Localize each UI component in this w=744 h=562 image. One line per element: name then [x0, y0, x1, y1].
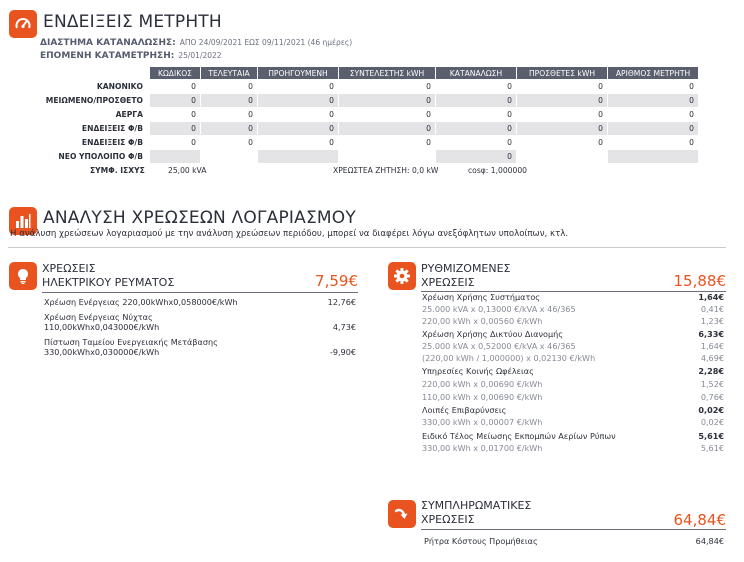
table-cell: 0: [608, 122, 698, 135]
cos-phi: cosφ: 1,000000: [468, 166, 527, 175]
table-cell: 0: [517, 136, 607, 149]
regulated-item-label: Ειδικό Τέλος Μείωσης Εκπομπών Αερίων Ρύπων: [422, 431, 616, 441]
table-cell: 0: [339, 94, 435, 107]
regulated-item-amount: 6,33€: [698, 329, 724, 339]
table-cell: 0: [608, 108, 698, 121]
electric-item-amount: 12,76€: [327, 297, 356, 307]
contract-power-value: 25,00 kVA: [168, 166, 207, 175]
lightbulb-icon: [9, 262, 37, 290]
row-label: ΕΝΔΕΙΞΕΙΣ Φ/Β: [81, 124, 143, 133]
table-cell: 0: [258, 108, 338, 121]
regulated-item-label: Χρέωση Χρήσης Δικτύου Διανομής: [422, 329, 563, 339]
regulated-item-amount: 1,64€: [700, 341, 724, 351]
electric-item-label: Χρέωση Ενέργειας Νύχτας: [44, 312, 153, 322]
regulated-item-amount: 1,23€: [700, 316, 724, 326]
table-cell: 0: [258, 122, 338, 135]
column-header: ΚΑΤΑΝΑΛΩΣΗ: [436, 67, 516, 79]
table-cell: [608, 150, 698, 163]
table-cell: 0: [436, 122, 516, 135]
table-cell: 0: [436, 80, 516, 93]
regulated-item-amount: 0,41€: [700, 304, 724, 314]
table-cell: 0: [258, 80, 338, 93]
regulated-item-amount: 2,28€: [698, 366, 724, 376]
table-cell: [258, 150, 338, 163]
regulated-item-amount: 0,76€: [700, 392, 724, 402]
next-reading-value: 25/01/2022: [178, 51, 222, 60]
table-cell: 0: [150, 122, 200, 135]
table-row: [39, 80, 698, 93]
table-cell: 0: [201, 136, 257, 149]
gear-icon: [388, 262, 416, 290]
table-cell: 0: [339, 136, 435, 149]
column-header: ΑΡΙΘΜΟΣ ΜΕΤΡΗΤΗ: [608, 67, 698, 79]
regulated-item-amount: 0,02€: [698, 405, 724, 415]
table-cell: 0: [201, 122, 257, 135]
period-label: ΔΙΑΣΤΗΜΑ ΚΑΤΑΝΑΛΩΣΗΣ:: [40, 38, 176, 48]
regulated-item-label: Χρέωση Χρήσης Συστήματος: [422, 292, 541, 302]
table-cell: 0: [608, 94, 698, 107]
table-cell: 0: [201, 94, 257, 107]
electric-item-label: Χρέωση Ενέργειας 220,00kWhx0,058000€/kWh: [44, 297, 238, 307]
table-cell: 0: [608, 80, 698, 93]
supplementary-title-line2: ΧΡΕΩΣΕΙΣ: [421, 513, 475, 526]
contract-power-label: ΣΥΜΦ. ΙΣΧΥΣ: [90, 166, 145, 175]
regulated-item-amount: 1,52€: [700, 379, 724, 389]
electric-item-amount: 4,73€: [332, 322, 356, 332]
electric-item-label: 110,00kWhx0,043000€/kWh: [44, 322, 160, 332]
supplementary-rule: [421, 529, 726, 530]
row-label: ΚΑΝΟΝΙΚΟ: [96, 82, 143, 91]
table-cell: 0: [517, 122, 607, 135]
regulated-title-line1: ΡΥΘΜΙΖΟΜΕΝΕΣ: [421, 262, 511, 275]
column-header: ΤΕΛΕΥΤΑΙΑ: [201, 67, 257, 79]
regulated-item-label: Λοιπές Επιβαρύνσεις: [422, 405, 507, 415]
column-header: ΣΥΝΤΕΛΕΣΤΗΣ kWH: [339, 67, 435, 79]
table-cell: 0: [436, 108, 516, 121]
period-value: ΑΠΟ 24/09/2021 ΕΩΣ 09/11/2021 (46 ημέρες): [179, 38, 353, 47]
table-cell: 0: [436, 136, 516, 149]
row-label: ΕΝΔΕΙΞΕΙΣ Φ/Β: [81, 138, 143, 147]
table-cell: 0: [339, 80, 435, 93]
regulated-item-amount: 0,02€: [700, 417, 724, 427]
regulated-title-line2: ΧΡΕΩΣΕΙΣ: [421, 276, 475, 289]
regulated-item-label: 220,00 kWh x 0,00690 €/kWh: [422, 379, 543, 389]
table-cell: 0: [150, 80, 200, 93]
next-reading: [40, 51, 222, 61]
table-row: [39, 136, 698, 149]
supplementary-title: [421, 499, 531, 527]
electric-title-line2: ΗΛΕΚΤΡΙΚΟΥ ΡΕΥΜΑΤΟΣ: [42, 276, 175, 289]
electric-item-amount: -9,90€: [329, 347, 356, 357]
electric-total: 7,59€: [315, 272, 358, 290]
regulated-item-label: 110,00 kWh x 0,00690 €/kWh: [422, 392, 543, 402]
regulated-item-amount: 5,61€: [698, 431, 724, 441]
table-cell: 0: [201, 80, 257, 93]
electric-item-label: 330,00kWhx0,030000€/kWh: [44, 347, 160, 357]
electric-item-label: Πίστωση Ταμείου Ενεργειακής Μετάβασης: [44, 337, 218, 347]
supplementary-item-label: Ρήτρα Κόστους Προμήθειας: [424, 536, 538, 546]
regulated-item-amount: 5,61€: [700, 443, 724, 453]
table-cell: 0: [517, 80, 607, 93]
electric-title: [42, 262, 174, 290]
regulated-item-label: Υπηρεσίες Κοινής Ωφέλειας: [422, 366, 534, 376]
chargeable-demand: ΧΡΕΩΣΤΕΑ ΖΗΤΗΣΗ: 0,0 kW: [333, 166, 439, 175]
consumption-period: [40, 38, 352, 48]
table-cell: 0: [150, 136, 200, 149]
table-row: [39, 108, 698, 121]
table-row: [39, 150, 698, 163]
table-cell: 0: [150, 108, 200, 121]
row-label: ΝΕΟ ΥΠΟΛΟΙΠΟ Φ/Β: [58, 152, 143, 161]
table-header-row: [39, 67, 698, 79]
regulated-total: 15,88€: [673, 272, 726, 290]
table-cell: [339, 150, 435, 163]
gauge-icon: [9, 10, 37, 38]
supplementary-total: 64,84€: [673, 511, 726, 529]
regulated-item-amount: 4,69€: [700, 353, 724, 363]
regulated-item-label: 330,00 kWh x 0,01700 €/kWh: [422, 443, 543, 453]
supplementary-title-line1: ΣΥΜΠΛΗΡΩΜΑΤΙΚΕΣ: [421, 499, 532, 512]
table-cell: [517, 150, 607, 163]
meter-title: ΕΝΔΕΙΞΕΙΣ ΜΕΤΡΗΤΗ: [43, 12, 222, 32]
electric-rule: [42, 292, 358, 293]
regulated-item-label: (220,00 kWh / 1,000000) x 0,02130 €/kWh: [422, 353, 596, 363]
table-row: [39, 122, 698, 135]
row-label: ΑΕΡΓΑ: [115, 110, 143, 119]
header-spacer: [39, 67, 149, 79]
table-row: [39, 94, 698, 107]
table-cell: 0: [436, 94, 516, 107]
regulated-title: [421, 262, 511, 290]
regulated-item-label: 25.000 kVA x 0,13000 €/kVA x 46/365: [422, 304, 576, 314]
column-header: ΚΩΔΙΚΟΣ: [150, 67, 200, 79]
table-cell: 0: [517, 94, 607, 107]
analysis-title: ΑΝΑΛΥΣΗ ΧΡΕΩΣΕΩΝ ΛΟΓΑΡΙΑΣΜΟΥ: [43, 208, 356, 228]
table-cell: 0: [339, 122, 435, 135]
table-cell: [150, 150, 200, 163]
table-cell: 0: [608, 136, 698, 149]
column-header: ΠΡΟΗΓΟΥΜΕΝΗ: [258, 67, 338, 79]
table-cell: 0: [517, 108, 607, 121]
section-divider: [8, 247, 726, 248]
meter-readings-table: [38, 66, 699, 164]
regulated-item-label: 220,00 kWh x 0,00560 €/kWh: [422, 316, 543, 326]
regulated-item-label: 330,00 kWh x 0,00007 €/kWh: [422, 417, 543, 427]
electric-title-line1: ΧΡΕΩΣΕΙΣ: [42, 262, 96, 275]
regulated-item-label: 25.000 kVA x 0,52000 €/kVA x 46/365: [422, 341, 576, 351]
table-cell: 0: [258, 136, 338, 149]
curved-arrow-icon: [388, 500, 416, 528]
table-cell: 0: [150, 94, 200, 107]
column-header: ΠΡΟΣΘΕΤΕΣ kWH: [517, 67, 607, 79]
table-cell: 0: [201, 108, 257, 121]
next-reading-label: ΕΠΟΜΕΝΗ ΚΑΤΑΜΕΤΡΗΣΗ:: [40, 51, 175, 61]
regulated-item-amount: 1,64€: [698, 292, 724, 302]
supplementary-item-amount: 64,84€: [695, 536, 724, 546]
row-label: ΜΕΙΩΜΕΝΟ/ΠΡΟΣΘΕΤΟ: [45, 96, 143, 105]
analysis-subtitle: Η ανάλυση χρεώσεων λογαριασμού με την ανάλυση χρεώσεων περιόδου, μπορεί να διαφέρει λόγω ανεξόφλητων υπολοίπων, κτλ.: [10, 229, 569, 239]
table-cell: [201, 150, 257, 163]
table-cell: 0: [436, 150, 516, 163]
table-cell: 0: [339, 108, 435, 121]
table-cell: 0: [258, 94, 338, 107]
